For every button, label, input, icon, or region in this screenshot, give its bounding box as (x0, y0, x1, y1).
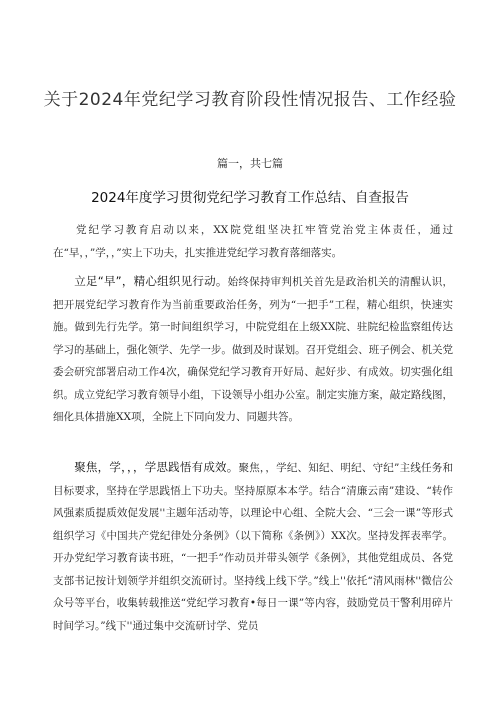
document-title: 关于2024年党纪学习教育阶段性情况报告、工作经验 (43, 90, 457, 110)
paragraph-study-focus (53, 456, 453, 637)
paragraph-lead: 聚焦，学，，，学思践悟有成效。 (74, 460, 239, 474)
paragraph-lead: 立足“早”，精心组织见行动。 (74, 274, 228, 288)
section-heading: 2024年度学习贯彻党纪学习教育工作总结、自查报告 (91, 190, 409, 206)
paragraph-text: 始终保持审判机关首先是政治机关的清醒认识，把开展党纪学习教育作为当前重要政治任务，列为“一把手”工程，精心组织，快速实施。做到先行先学。第一时间组织学习，中院党组在上级XX院、驻院纪检监察组传达学习的基础上，强化领学、先学一步。做到及时谋划。召开党组会、班子例会、机关党委会研究部署启动工作4次，确保党纪学习教育开好局、起好步、有成效。切实强化组织。成立党纪学习教育领导小组，下设领导小组办公室。制定实施方案，敲定路线图，细化具体措施XX项，全院上下同向发力、同题共答。 (53, 276, 453, 423)
paragraph-early-action (53, 270, 453, 429)
paragraph-text: 聚焦，，学纪、知纪、明纪、守纪”主线任务和目标要求，坚持在学思践悟上下功夫。坚持原原本本学。结合“清廉云南”建设、“转作风强素质提质效促发展''主题年活动等，以理论中心组、全院大会、“三会一课”等形式组织学习《中国共产党纪律处分条例》（以下简称《条例》）XX次。坚持发挥表率学。开办党纪学习教育读书班，“一把手”作动员并带头领学《条例》，其他党组成员、各党支部书记按计划领学并组织交流研讨。坚持线上线下学。”线上''依托“清风雨林''微信公众号等平台，收集转载推送“党纪学习教育•每日一课”等内容，鼓励党员干警利用碎片时间学习。”线下''通过集中交流研讨学、党员 (53, 462, 453, 632)
paragraph-intro (53, 219, 453, 264)
document-subtitle: 篇一，共七篇 (217, 157, 283, 170)
paragraph-text: 党纪学习教育启动以来，XX院党组坚决扛牢管党治党主体责任，通过在“早，，”学，，”实上下功夫，扎实推进党纪学习教育落细落实。 (53, 224, 453, 259)
